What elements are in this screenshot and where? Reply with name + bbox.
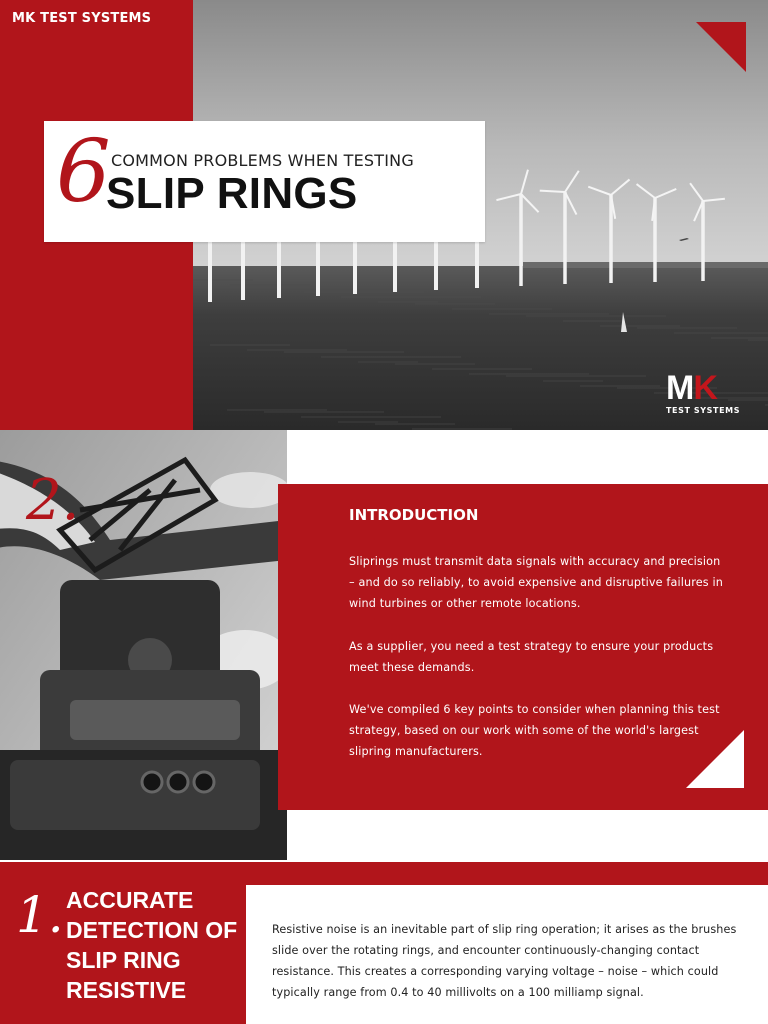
intro-number: 2. xyxy=(26,468,80,533)
logo-k: K xyxy=(693,369,717,407)
section-number: 1. xyxy=(16,886,64,944)
intro-heading: INTRODUCTION xyxy=(349,506,479,524)
mk-logo xyxy=(666,370,752,420)
brand-name: MK TEST SYSTEMS xyxy=(12,11,152,26)
section-title: ACCURATE DETECTION OF SLIP RING RESISTIVE xyxy=(66,887,238,1003)
page-title: SLIP RINGS xyxy=(106,169,358,218)
intro-paragraph: Sliprings must transmit data signals with accuracy and precision – and do so reliably, to avoid expensive and disruptive failures in wind turbines or other remote locations. xyxy=(349,555,723,610)
turbine-blade xyxy=(540,191,565,192)
corner-triangle-icon xyxy=(686,730,744,788)
title-number: 6 xyxy=(56,122,111,222)
intro-paragraph: As a supplier, you need a test strategy to ensure your products meet these demands. xyxy=(349,640,714,674)
logo-subtitle: TEST SYSTEMS xyxy=(666,406,741,415)
logo-m: M xyxy=(666,369,694,407)
corner-triangle-icon xyxy=(696,22,746,72)
title-subtitle: COMMON PROBLEMS WHEN TESTING xyxy=(111,151,414,170)
intro-paragraph: We've compiled 6 key points to consider when planning this test strategy, based on our work with some of the world's largest slipring manufacturers. xyxy=(349,703,720,758)
logo-mark xyxy=(666,370,717,406)
section-body: Resistive noise is an inevitable part of slip ring operation; it arises as the brushes slide over the rotating rings, and encounter continuously-changing contact resistance. This creates a corresponding varying voltage – noise – which could typically range from 0.4 to 40 millivolts on a 100 milliamp signal. xyxy=(272,923,737,999)
